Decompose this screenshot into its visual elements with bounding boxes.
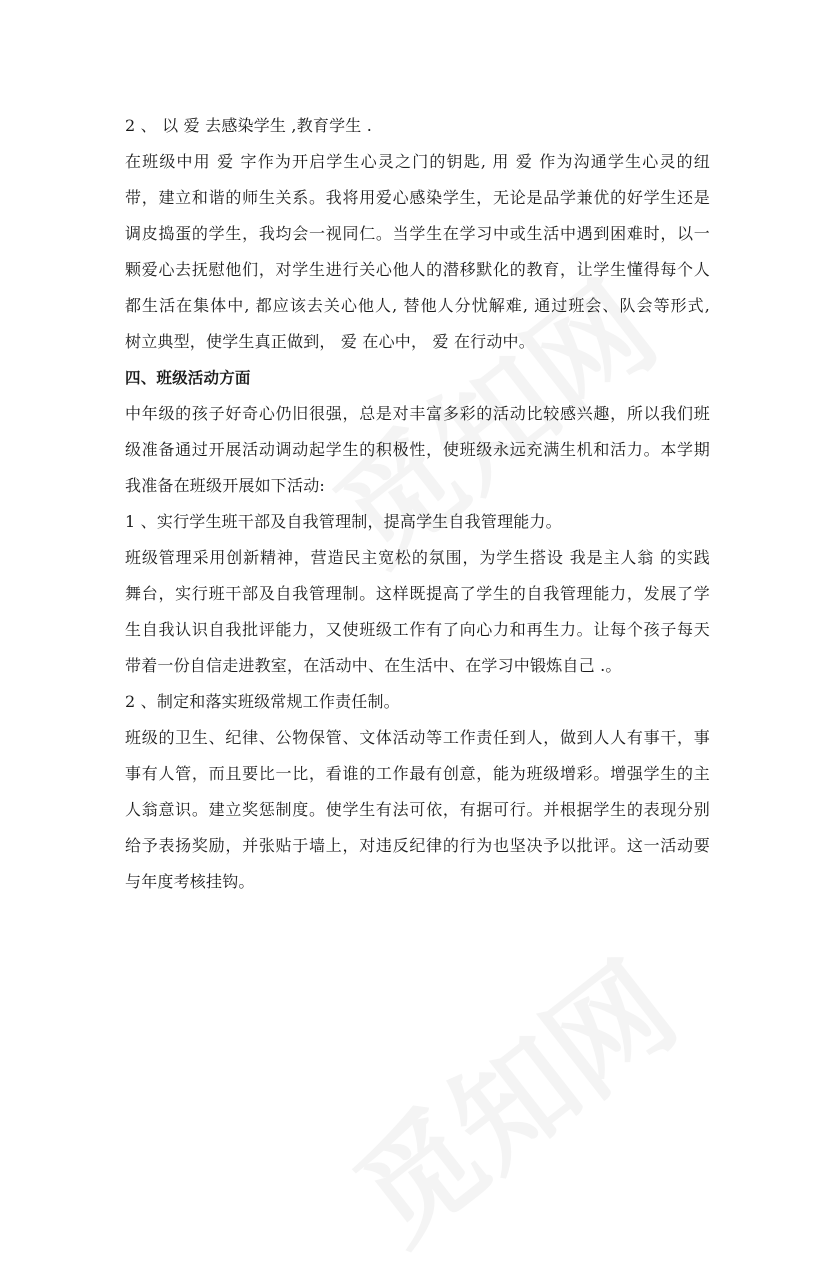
paragraph-activities-intro xyxy=(125,396,710,504)
watermark xyxy=(315,917,705,1274)
text-line: 级准备通过开展活动调动起学生的积极性，使班级永远充满生机和活力。本学期 xyxy=(125,440,710,459)
text-line: 给予表扬奖励，并张贴于墙上，对违反纪律的行为也坚决予以批评。这一活动要 xyxy=(125,836,710,855)
subheading-love-education: 2 、 以 爱 去感染学生 ,教育学生 . xyxy=(125,116,373,135)
text-line: 事有人管，而且要比一比，看谁的工作最有创意，能为班级增彩。增强学生的主 xyxy=(125,764,710,783)
paragraph-responsibility xyxy=(125,720,710,900)
paragraph-self-management xyxy=(125,540,710,684)
document-body xyxy=(125,108,710,900)
text-line: 舞台，实行班干部及自我管理制。这样既提高了学生的自我管理能力，发展了学 xyxy=(125,584,710,603)
text-line: 都生活在集体中, 都应该去关心他人, 替他人分忧解难, 通过班会、队会等形式, xyxy=(125,296,710,315)
text-line: 带，建立和谐的师生关系。我将用爱心感染学生，无论是品学兼优的好学生还是 xyxy=(125,188,710,207)
text-line: 我准备在班级开展如下活动: xyxy=(125,476,325,495)
text-line: 带着一份自信走进教室，在活动中、在生活中、在学习中锻炼自己 .。 xyxy=(125,656,622,675)
text-line: 中年级的孩子好奇心仍旧很强，总是对丰富多彩的活动比较感兴趣，所以我们班 xyxy=(125,404,710,423)
section-heading-class-activities: 四、班级活动方面 xyxy=(125,369,251,387)
text-line: 与年度考核挂钩。 xyxy=(125,872,255,891)
text-line: 树立典型，使学生真正做到， 爱 在心中， 爱 在行动中。 xyxy=(125,332,535,351)
text-line: 班级的卫生、纪律、公物保管、文体活动等工作责任到人，做到人人有事干，事 xyxy=(125,728,710,747)
text-line: 调皮捣蛋的学生，我均会一视同仁。当学生在学习中或生活中遇到困难时，以一 xyxy=(125,224,710,243)
paragraph-love xyxy=(125,144,710,360)
text-line: 颗爱心去抚慰他们，对学生进行关心他人的潜移默化的教育，让学生懂得每个人 xyxy=(125,260,710,279)
subheading-responsibility-system: 2 、制定和落实班级常规工作责任制。 xyxy=(125,692,400,711)
subheading-self-management: 1 、实行学生班干部及自我管理制，提高学生自我管理能力。 xyxy=(125,512,562,531)
text-line: 班级管理采用创新精神，营造民主宽松的氛围，为学生搭设 我是主人翁 的实践 xyxy=(125,548,710,567)
text-line: 人翁意识。建立奖惩制度。使学生有法可依，有据可行。并根据学生的表现分别 xyxy=(125,800,710,819)
text-line: 在班级中用 爱 字作为开启学生心灵之门的钥匙, 用 爱 作为沟通学生心灵的纽 xyxy=(125,152,710,171)
text-line: 生自我认识自我批评能力，又使班级工作有了向心力和再生力。让每个孩子每天 xyxy=(125,620,710,639)
